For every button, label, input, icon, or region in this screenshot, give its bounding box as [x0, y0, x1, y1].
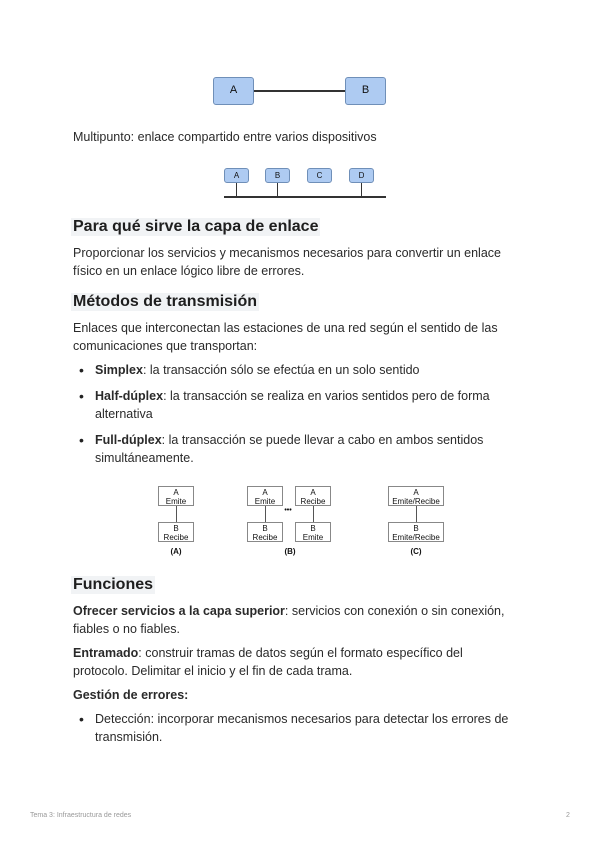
node-a: A [224, 168, 249, 183]
box-role: Recibe [300, 497, 326, 506]
box-letter: B [262, 524, 268, 533]
connector [313, 506, 314, 522]
section-heading-metodos: Métodos de transmisión [73, 293, 258, 310]
section-heading-funciones: Funciones [73, 576, 154, 593]
section-heading-enlace: Para qué sirve la capa de enlace [73, 218, 319, 235]
list-item-deteccion [73, 710, 533, 746]
dots: ••• [284, 507, 292, 514]
footer-title: Tema 3: Infraestructura de redes [30, 812, 132, 819]
box-letter: B [173, 524, 179, 533]
link-line [253, 90, 346, 92]
box-a-emite-recibe [388, 486, 444, 506]
node-a: A [213, 77, 254, 105]
desc: : construir tramas de datos según el formato específico del protocolo. Delimitar el inicio y el fin de cada trama. [73, 646, 463, 678]
funcion-entramado [73, 644, 493, 680]
term: Ofrecer servicios a la capa superior [73, 604, 285, 618]
caption-a: (A) [170, 547, 182, 556]
box-role: Recibe [252, 533, 278, 542]
box-b-recibe [247, 522, 283, 542]
desc: : la transacción sólo se efectúa en un solo sentido [142, 363, 420, 377]
body-line: Enlaces que interconectan las estaciones de una red según el sentido de las [73, 321, 498, 335]
connector [265, 506, 266, 522]
body-line: Proporcionar los servicios y mecanismos necesarios para convertir un enlace [73, 246, 501, 260]
body-line: comunicaciones que transportan: [73, 339, 258, 353]
box-a-recibe [295, 486, 331, 506]
term: Simplex [95, 363, 143, 377]
list-item-full-duplex [73, 431, 523, 467]
list-item-half-duplex [73, 387, 523, 423]
connector [176, 506, 177, 522]
node-b: B [345, 77, 386, 105]
desc: Detección: incorporar mecanismos necesarios para detectar los errores de transmisión. [95, 712, 509, 744]
desc: : la transacción se realiza en varios sentidos pero de forma alternativa [95, 389, 490, 421]
term: Entramado [73, 646, 139, 660]
desc: : la transacción se puede llevar a cabo en ambos sentidos simultáneamente. [95, 433, 484, 465]
box-a-emite [247, 486, 283, 506]
box-letter: A [262, 488, 268, 497]
box-letter: B [310, 524, 316, 533]
multipoint-text: Multipunto: enlace compartido entre varios dispositivos [73, 130, 377, 144]
node-d: D [349, 168, 374, 183]
box-letter: A [173, 488, 179, 497]
box-letter: B [413, 524, 419, 533]
page-number: 2 [566, 812, 570, 819]
box-role: Emite/Recibe [392, 497, 440, 506]
box-role: Emite [302, 533, 324, 542]
transmission-methods-list [73, 361, 523, 475]
box-b-recibe [158, 522, 194, 542]
term: Gestión de errores: [73, 688, 189, 702]
body-line: físico en un enlace lógico libre de errores. [73, 264, 305, 278]
bus-line [224, 196, 386, 198]
caption-b: (B) [284, 547, 296, 556]
section-body-enlace [73, 244, 543, 280]
funcion-servicios [73, 602, 525, 638]
list-item-simplex [73, 361, 523, 379]
box-role: Recibe [163, 533, 189, 542]
errores-list [73, 710, 533, 754]
box-role: Emite [165, 497, 187, 506]
box-role: Emite/Recibe [392, 533, 440, 542]
drop-line-a [236, 182, 237, 196]
funcion-errores [73, 686, 188, 704]
term: Full-dúplex [95, 433, 162, 447]
section-intro-metodos [73, 319, 543, 355]
box-letter: A [310, 488, 316, 497]
node-b: B [265, 168, 290, 183]
connector [416, 506, 417, 522]
box-a-emite [158, 486, 194, 506]
caption-c: (C) [410, 547, 422, 556]
drop-line-b [277, 182, 278, 196]
box-role: Emite [254, 497, 276, 506]
box-b-emite-recibe [388, 522, 444, 542]
desc: : servicios con conexión o sin conexión, fiables o no fiables. [73, 604, 505, 636]
box-b-emite [295, 522, 331, 542]
box-letter: A [413, 488, 419, 497]
node-c: C [307, 168, 332, 183]
drop-line-d [361, 182, 362, 196]
term: Half-dúplex [95, 389, 164, 403]
